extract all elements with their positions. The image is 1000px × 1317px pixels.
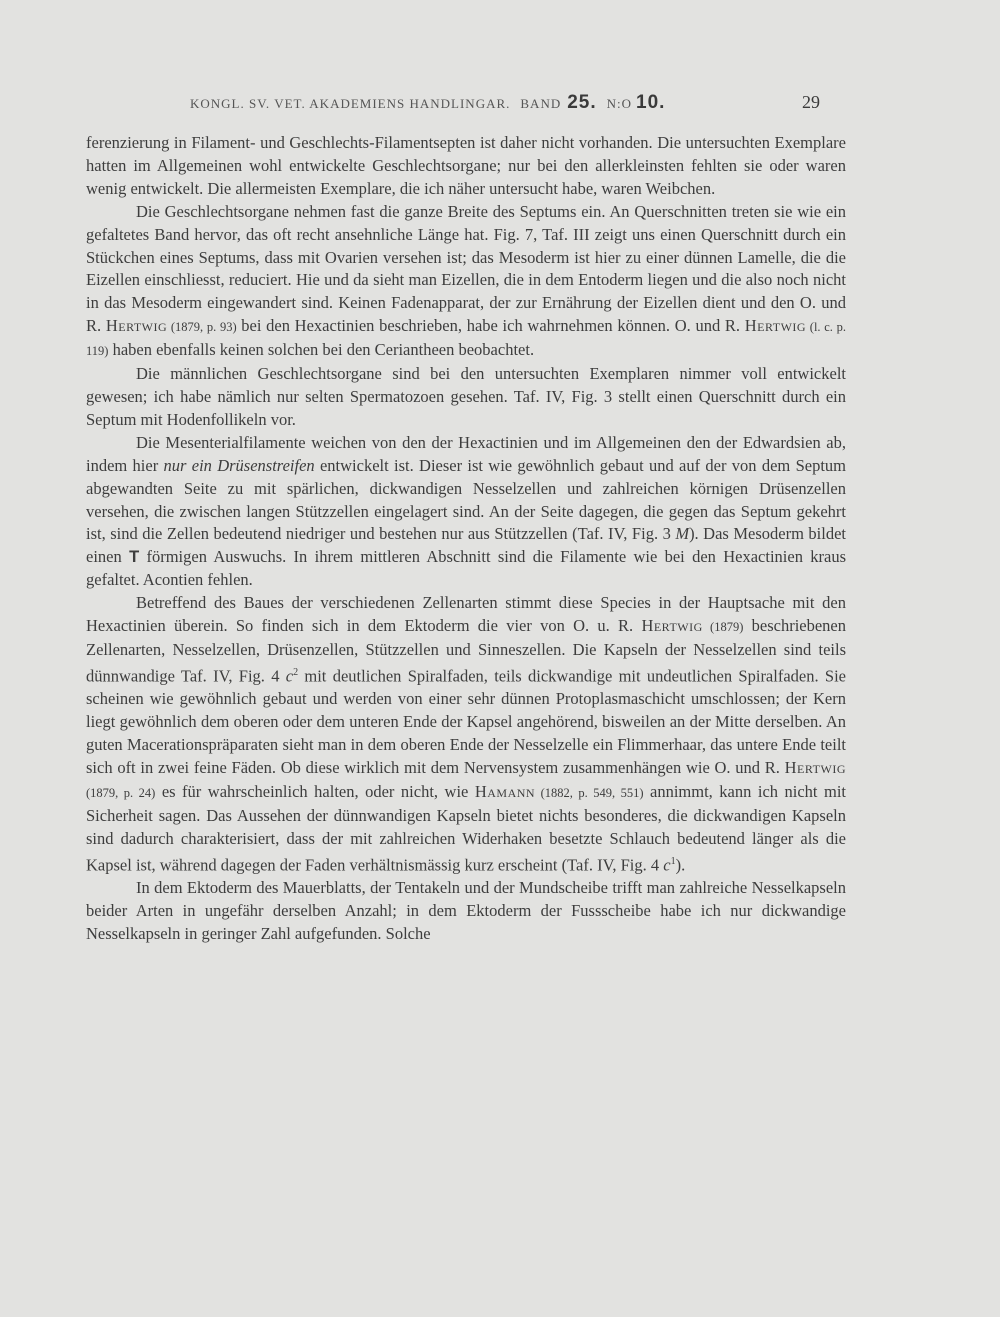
text-segment: haben ebenfalls keinen solchen bei den Ceriantheen beobachtet. xyxy=(108,340,535,360)
text-segment: M xyxy=(675,524,690,544)
text-segment: c xyxy=(285,666,294,686)
text-segment: 2 xyxy=(293,666,299,678)
text-segment: ). Das Mesoderm bildet einen xyxy=(86,524,846,567)
text-segment: ). xyxy=(675,855,686,875)
text-segment: Betreffend des Baues der verschiedenen Zellenarten stimmt diese Species in der Hauptsache mit den Hexactinien überein. So finden sich in dem Ektoderm die vier von O. u. R. xyxy=(86,593,846,636)
nr-number: 10. xyxy=(636,92,666,113)
text-segment: entwickelt ist. Dieser ist wie gewöhnlich gebaut und auf der von dem Septum abgewandten Seite zu mit spärlichen, dickwandigen Nesselzellen und zahlreichen körnigen Drüsenzellen versehen, die zwischen langen Stützzellen eingelagert sind. An der Seite dagegen, die gegen das Septum gekehrt ist, sind die Zellen bedeutend niedriger und bestehen nur aus Stützzellen (Taf. IV, Fig. 3 xyxy=(86,455,846,544)
text-segment: Hertwig xyxy=(641,616,703,636)
body-text xyxy=(86,132,846,946)
text-segment: bei den Hexactinien beschrieben, habe ich wahrnehmen können. O. und R. xyxy=(236,316,745,336)
text-segment: Hertwig xyxy=(105,316,168,336)
text-segment: (1879, p. 93) xyxy=(167,320,237,335)
text-segment: beschriebenen Zellenarten, Nesselzellen, Drüsenzellen, Stützzellen und Sinneszellen. Die Kapseln der Nesselzellen sind teils dünnwandige Taf. IV, Fig. 4 xyxy=(86,616,846,686)
text-segment: c xyxy=(663,855,671,875)
text-segment: Die männlichen Geschlechtsorgane sind bei den untersuchten Exemplaren nimmer voll entwickelt gewesen; ich habe nämlich nur selten Spermatozoen gesehen. Taf. IV, Fig. 3 stellt einen Querschnitt durch ein Septum mit Hodenfollikeln vor. xyxy=(86,364,846,429)
text-segment: Die Mesenterialfilamente weichen von den der Hexactinien und im Allgemeinen den der Edwardsien ab, indem hier xyxy=(86,432,846,475)
text-segment: 1 xyxy=(670,855,676,867)
text-segment: Die Geschlechtsorgane nehmen fast die ganze Breite des Septums ein. An Querschnitten treten sie wie ein gefaltetes Band hervor, das oft recht ansehnliche Länge hat. Fig. 7, Taf. III zeigt uns einen Querschnitt durch ein Stückchen eines Septums, dass mit Ovarien versehen ist; das Mesoderm ist hier zu einer dünnen Lamelle, die die Eizellen einschliesst, reduciert. Hie und da sieht man Eizellen, die in dem Entoderm liegen und die also noch nicht in das Mesoderm eingewandert sind. Keinen Fadenapparat, der zur Ernährung der Eizellen dient und den O. und R. xyxy=(86,201,846,336)
paragraph xyxy=(86,363,846,432)
text-segment: ferenzierung in Filament- und Geschlechts-Filamentsepten ist daher nicht vorhanden. Die untersuchten Exemplare hatten im Allgemeinen wohl entwickelte Geschlechtsorgane; nur bei den allerkleinsten fehlten sie oder waren wenig entwickelt. Die allermeisten Exemplare, die ich näher untersucht habe, waren Weibchen. xyxy=(86,133,846,198)
text-segment: mit deutlichen Spiralfaden, teils dickwandige mit undeutlichen Spiralfaden. Sie scheinen wie gewöhnlich gebaut und werden von einer sehr dünnen Protoplasmaschicht umschlossen; der Kern liegt gewöhnlich dem oberen oder dem unteren Ende der Kapsel angehörend, bisweilen an der Mitte derselben. An guten Macerationspräparaten sieht man in dem oberen Ende der Nesselzelle ein Flimmerhaar, das untere Ende teilt sich oft in zwei feine Fäden. Ob diese wirklich mit dem Nervensystem zusammenhängen wie O. und R. xyxy=(86,666,846,777)
text-segment: (1882, p. 549, 551) xyxy=(535,785,644,800)
text-segment: förmigen Auswuchs. In ihrem mittleren Abschnitt sind die Filamente wie bei den Hexactinien kraus gefaltet. Acontien fehlen. xyxy=(86,547,846,590)
text-segment: Hamann xyxy=(474,781,536,801)
paragraph xyxy=(86,132,846,201)
paragraph xyxy=(86,201,846,363)
text-segment: Hertwig xyxy=(784,757,846,777)
text-segment: In dem Ektoderm des Mauerblatts, der Tentakeln und der Mundscheibe trifft man zahlreiche Nesselkapseln beider Arten in ungefähr derselben Anzahl; in dem Ektoderm der Fussscheibe habe ich nur dickwandige Nesselkapseln in geringer Zahl aufgefunden. Solche xyxy=(86,878,846,943)
text-segment: nur ein Drüsenstreifen xyxy=(163,455,315,475)
text-segment: es für wahrscheinlich halten, oder nicht, wie xyxy=(155,781,475,801)
text-segment: (1879) xyxy=(702,620,744,635)
paragraph xyxy=(86,432,846,592)
text-segment: (l. c. p. 119) xyxy=(86,320,846,359)
journal-title: KONGL. SV. VET. AKADEMIENS HANDLINGAR. xyxy=(190,96,511,111)
running-header xyxy=(190,92,820,116)
text-segment: T xyxy=(129,548,140,567)
nr-label: N:O xyxy=(606,96,633,111)
page-number: 29 xyxy=(802,92,820,112)
paragraph xyxy=(86,877,846,946)
band-label: BAND xyxy=(520,96,562,111)
text-segment: Hertwig xyxy=(744,316,807,336)
band-number: 25. xyxy=(567,92,597,113)
text-segment: (1879, p. 24) xyxy=(86,785,156,800)
text-segment: annimmt, kann ich nicht mit Sicherheit sagen. Das Aussehen der dünnwandigen Kapseln bietet nichts besonderes, die dickwandigen Kapseln sind dadurch charakterisiert, dass der mit zahlreichen Widerhaken besetzte Schlauch bedeutend länger als die Kapsel ist, während dagegen der Faden verhältnismässig kurz erscheint (Taf. IV, Fig. 4 xyxy=(86,781,847,875)
paragraph xyxy=(86,592,846,877)
